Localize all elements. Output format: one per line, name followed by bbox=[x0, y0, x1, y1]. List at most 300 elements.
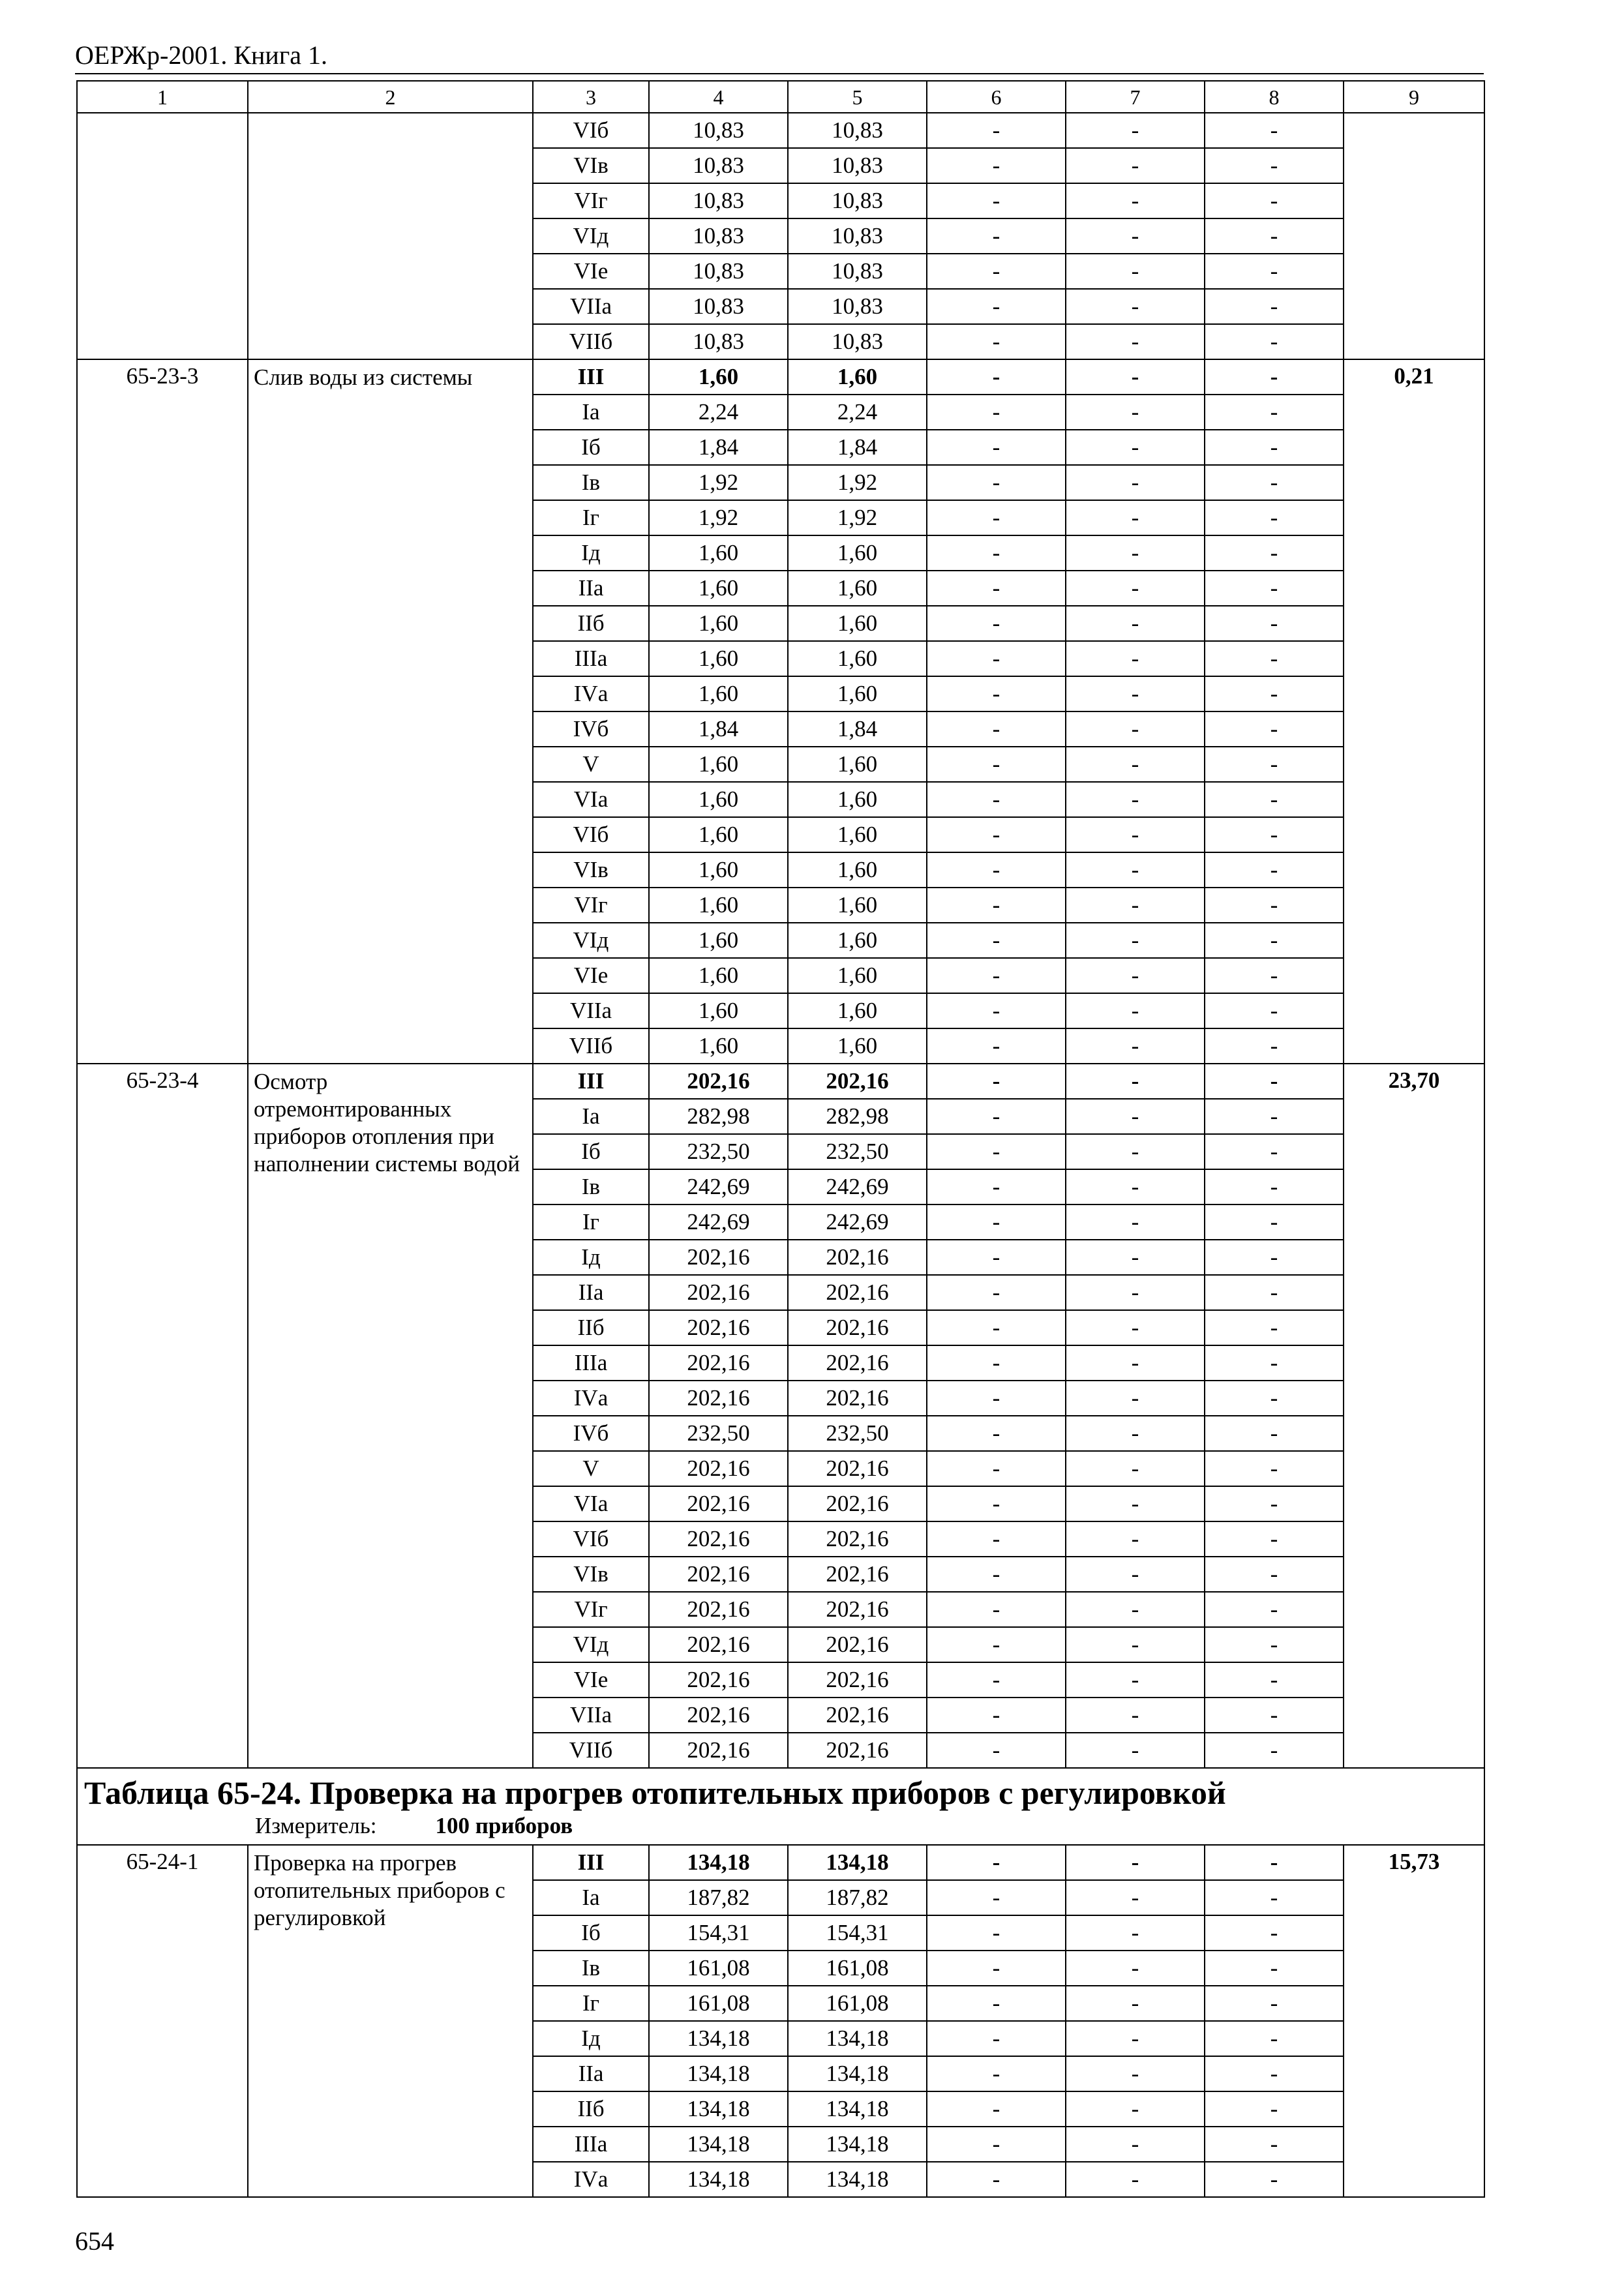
value-cell-col6: - bbox=[927, 218, 1066, 254]
value-cell-col4: 1,60 bbox=[649, 606, 788, 641]
value-cell-col5: 1,92 bbox=[788, 465, 927, 500]
zone-cell: IIIа bbox=[533, 641, 649, 676]
zone-cell: VIб bbox=[533, 113, 649, 148]
value-cell-col5: 154,31 bbox=[788, 1915, 927, 1951]
value-cell-col4: 134,18 bbox=[649, 2091, 788, 2127]
value-cell-col6: - bbox=[927, 430, 1066, 465]
value-cell-col4: 1,60 bbox=[649, 641, 788, 676]
value-cell-col8: - bbox=[1205, 1733, 1344, 1768]
value-cell-col6: - bbox=[927, 1028, 1066, 1064]
value-cell-col7: - bbox=[1066, 1915, 1205, 1951]
measure-label: Измеритель: bbox=[255, 1813, 377, 1838]
table-row bbox=[77, 359, 1484, 395]
value-cell-col6: - bbox=[927, 747, 1066, 782]
value-cell-col8: - bbox=[1205, 1451, 1344, 1486]
value-cell-col7: - bbox=[1066, 2021, 1205, 2056]
value-cell-col5: 202,16 bbox=[788, 1310, 927, 1345]
zone-cell: Iг bbox=[533, 1204, 649, 1240]
zone-cell: VIIа bbox=[533, 1698, 649, 1733]
value-cell-col4: 1,60 bbox=[649, 958, 788, 993]
value-cell-col7: - bbox=[1066, 958, 1205, 993]
value-cell-col6: - bbox=[927, 852, 1066, 888]
value-cell-col8: - bbox=[1205, 1310, 1344, 1345]
item-title-cell: Слив воды из системы bbox=[248, 359, 533, 1064]
value-cell-col6: - bbox=[927, 254, 1066, 289]
value-cell-col6: - bbox=[927, 395, 1066, 430]
value-cell-col5: 202,16 bbox=[788, 1557, 927, 1592]
value-cell-col6: - bbox=[927, 1592, 1066, 1627]
value-cell-col4: 10,83 bbox=[649, 113, 788, 148]
value-cell-col6: - bbox=[927, 2127, 1066, 2162]
column-number-2: 2 bbox=[248, 81, 533, 113]
table-row bbox=[77, 1845, 1484, 1880]
value-cell-col5: 1,60 bbox=[788, 641, 927, 676]
zone-cell: Iв bbox=[533, 465, 649, 500]
value-cell-col5: 232,50 bbox=[788, 1134, 927, 1169]
zone-cell: IIIа bbox=[533, 2127, 649, 2162]
value-cell-col8: - bbox=[1205, 817, 1344, 852]
value-cell-col5: 10,83 bbox=[788, 254, 927, 289]
value-cell-col5: 10,83 bbox=[788, 289, 927, 324]
value-cell-col7: - bbox=[1066, 711, 1205, 747]
value-cell-col4: 134,18 bbox=[649, 2021, 788, 2056]
column-number-1: 1 bbox=[77, 81, 248, 113]
value-cell-col5: 1,60 bbox=[788, 676, 927, 711]
value-cell-col8: - bbox=[1205, 1169, 1344, 1204]
value-cell-col4: 202,16 bbox=[649, 1240, 788, 1275]
value-cell-col4: 1,60 bbox=[649, 359, 788, 395]
zone-cell: Iа bbox=[533, 1880, 649, 1915]
value-cell-col4: 10,83 bbox=[649, 254, 788, 289]
value-cell-col5: 134,18 bbox=[788, 2127, 927, 2162]
value-cell-col5: 1,60 bbox=[788, 888, 927, 923]
value-cell-col7: - bbox=[1066, 1099, 1205, 1134]
zone-cell: VIд bbox=[533, 218, 649, 254]
section-title: Таблица 65-24. Проверка на прогрев отопительных приборов с регулировкой bbox=[84, 1774, 1226, 1811]
value-cell-col7: - bbox=[1066, 1064, 1205, 1099]
value-cell-col7: - bbox=[1066, 1134, 1205, 1169]
value-cell-col7: - bbox=[1066, 254, 1205, 289]
value-cell-col6: - bbox=[927, 1275, 1066, 1310]
value-cell-col7: - bbox=[1066, 1662, 1205, 1698]
value-cell-col5: 202,16 bbox=[788, 1381, 927, 1416]
value-cell-col8: - bbox=[1205, 324, 1344, 359]
value-cell-col8: - bbox=[1205, 1845, 1344, 1880]
column-number-8: 8 bbox=[1205, 81, 1344, 113]
value-cell-col5: 187,82 bbox=[788, 1880, 927, 1915]
value-cell-col6: - bbox=[927, 465, 1066, 500]
continued-total-cell bbox=[1344, 113, 1484, 359]
value-cell-col7: - bbox=[1066, 324, 1205, 359]
value-cell-col7: - bbox=[1066, 183, 1205, 218]
zone-cell: IIб bbox=[533, 606, 649, 641]
value-cell-col5: 1,60 bbox=[788, 923, 927, 958]
zone-cell: Iв bbox=[533, 1169, 649, 1204]
value-cell-col6: - bbox=[927, 1099, 1066, 1134]
value-cell-col6: - bbox=[927, 1880, 1066, 1915]
value-cell-col6: - bbox=[927, 183, 1066, 218]
zone-cell: Iд bbox=[533, 1240, 649, 1275]
value-cell-col8: - bbox=[1205, 1204, 1344, 1240]
value-cell-col7: - bbox=[1066, 148, 1205, 183]
value-cell-col5: 134,18 bbox=[788, 1845, 927, 1880]
value-cell-col4: 1,92 bbox=[649, 465, 788, 500]
value-cell-col6: - bbox=[927, 888, 1066, 923]
value-cell-col6: - bbox=[927, 1451, 1066, 1486]
zone-cell: VIа bbox=[533, 1486, 649, 1521]
zone-cell: III bbox=[533, 359, 649, 395]
value-cell-col6: - bbox=[927, 641, 1066, 676]
zone-cell: Iб bbox=[533, 1134, 649, 1169]
zone-cell: VIг bbox=[533, 183, 649, 218]
value-cell-col5: 10,83 bbox=[788, 324, 927, 359]
value-cell-col8: - bbox=[1205, 1275, 1344, 1310]
zone-cell: IVа bbox=[533, 2162, 649, 2197]
value-cell-col6: - bbox=[927, 1915, 1066, 1951]
value-cell-col4: 1,92 bbox=[649, 500, 788, 535]
value-cell-col8: - bbox=[1205, 148, 1344, 183]
value-cell-col6: - bbox=[927, 1169, 1066, 1204]
zone-cell: III bbox=[533, 1064, 649, 1099]
value-cell-col7: - bbox=[1066, 993, 1205, 1028]
zone-cell: IVб bbox=[533, 1416, 649, 1451]
value-cell-col5: 1,60 bbox=[788, 817, 927, 852]
value-cell-col8: - bbox=[1205, 1880, 1344, 1915]
value-cell-col8: - bbox=[1205, 711, 1344, 747]
value-cell-col4: 202,16 bbox=[649, 1733, 788, 1768]
value-cell-col5: 10,83 bbox=[788, 218, 927, 254]
value-cell-col7: - bbox=[1066, 1416, 1205, 1451]
zone-cell: VIв bbox=[533, 148, 649, 183]
value-cell-col5: 202,16 bbox=[788, 1240, 927, 1275]
zone-cell: Iг bbox=[533, 1986, 649, 2021]
item-code-cell: 65-23-4 bbox=[77, 1064, 248, 1768]
value-cell-col6: - bbox=[927, 1486, 1066, 1521]
value-cell-col7: - bbox=[1066, 641, 1205, 676]
item-total-cell: 15,73 bbox=[1344, 1845, 1484, 2197]
value-cell-col4: 202,16 bbox=[649, 1662, 788, 1698]
value-cell-col6: - bbox=[927, 1986, 1066, 2021]
value-cell-col5: 202,16 bbox=[788, 1345, 927, 1381]
value-cell-col8: - bbox=[1205, 958, 1344, 993]
value-cell-col4: 1,60 bbox=[649, 747, 788, 782]
value-cell-col6: - bbox=[927, 1345, 1066, 1381]
value-cell-col4: 232,50 bbox=[649, 1416, 788, 1451]
zone-cell: VIIб bbox=[533, 324, 649, 359]
value-cell-col4: 187,82 bbox=[649, 1880, 788, 1915]
value-cell-col7: - bbox=[1066, 1951, 1205, 1986]
value-cell-col8: - bbox=[1205, 641, 1344, 676]
zone-cell: Iа bbox=[533, 395, 649, 430]
value-cell-col8: - bbox=[1205, 571, 1344, 606]
value-cell-col5: 202,16 bbox=[788, 1698, 927, 1733]
value-cell-col6: - bbox=[927, 711, 1066, 747]
zone-cell: VIа bbox=[533, 782, 649, 817]
zone-cell: VIе bbox=[533, 1662, 649, 1698]
value-cell-col4: 2,24 bbox=[649, 395, 788, 430]
continued-title-cell bbox=[248, 113, 533, 359]
value-cell-col8: - bbox=[1205, 289, 1344, 324]
item-title-cell: Осмотр отремонтированных приборов отопления при наполнении системы водой bbox=[248, 1064, 533, 1768]
zone-cell: III bbox=[533, 1845, 649, 1880]
value-cell-col4: 202,16 bbox=[649, 1345, 788, 1381]
value-cell-col4: 202,16 bbox=[649, 1627, 788, 1662]
value-cell-col5: 202,16 bbox=[788, 1451, 927, 1486]
value-cell-col5: 1,60 bbox=[788, 958, 927, 993]
value-cell-col7: - bbox=[1066, 571, 1205, 606]
value-cell-col7: - bbox=[1066, 923, 1205, 958]
value-cell-col4: 1,60 bbox=[649, 571, 788, 606]
value-cell-col8: - bbox=[1205, 113, 1344, 148]
zone-cell: V bbox=[533, 747, 649, 782]
value-cell-col6: - bbox=[927, 1240, 1066, 1275]
value-cell-col4: 202,16 bbox=[649, 1310, 788, 1345]
value-cell-col4: 202,16 bbox=[649, 1275, 788, 1310]
value-cell-col7: - bbox=[1066, 113, 1205, 148]
zone-cell: Iб bbox=[533, 430, 649, 465]
value-cell-col7: - bbox=[1066, 1880, 1205, 1915]
value-cell-col4: 154,31 bbox=[649, 1915, 788, 1951]
value-cell-col4: 134,18 bbox=[649, 1845, 788, 1880]
value-cell-col6: - bbox=[927, 2091, 1066, 2127]
column-number-7: 7 bbox=[1066, 81, 1205, 113]
value-cell-col6: - bbox=[927, 1204, 1066, 1240]
value-cell-col8: - bbox=[1205, 1951, 1344, 1986]
value-cell-col8: - bbox=[1205, 430, 1344, 465]
value-cell-col8: - bbox=[1205, 1099, 1344, 1134]
value-cell-col7: - bbox=[1066, 430, 1205, 465]
value-cell-col7: - bbox=[1066, 1698, 1205, 1733]
value-cell-col8: - bbox=[1205, 1915, 1344, 1951]
zone-cell: IVб bbox=[533, 711, 649, 747]
value-cell-col5: 1,92 bbox=[788, 500, 927, 535]
value-cell-col6: - bbox=[927, 1733, 1066, 1768]
item-total-cell: 0,21 bbox=[1344, 359, 1484, 1064]
section-measure bbox=[84, 1813, 1484, 1839]
value-cell-col7: - bbox=[1066, 1845, 1205, 1880]
value-cell-col6: - bbox=[927, 2162, 1066, 2197]
value-cell-col7: - bbox=[1066, 465, 1205, 500]
value-cell-col6: - bbox=[927, 1845, 1066, 1880]
section-heading-row bbox=[77, 1768, 1484, 1845]
value-cell-col4: 10,83 bbox=[649, 148, 788, 183]
zone-cell: IVа bbox=[533, 1381, 649, 1416]
value-cell-col8: - bbox=[1205, 1345, 1344, 1381]
value-cell-col5: 1,60 bbox=[788, 1028, 927, 1064]
zone-cell: Iа bbox=[533, 1099, 649, 1134]
zone-cell: IIIа bbox=[533, 1345, 649, 1381]
column-number-row bbox=[77, 81, 1484, 113]
value-cell-col8: - bbox=[1205, 852, 1344, 888]
zone-cell: IIа bbox=[533, 571, 649, 606]
zone-cell: VIг bbox=[533, 888, 649, 923]
value-cell-col5: 1,60 bbox=[788, 747, 927, 782]
value-cell-col4: 1,60 bbox=[649, 993, 788, 1028]
value-cell-col7: - bbox=[1066, 2162, 1205, 2197]
value-cell-col8: - bbox=[1205, 500, 1344, 535]
value-cell-col6: - bbox=[927, 289, 1066, 324]
value-cell-col6: - bbox=[927, 782, 1066, 817]
value-cell-col5: 202,16 bbox=[788, 1662, 927, 1698]
zone-cell: IIа bbox=[533, 2056, 649, 2091]
value-cell-col6: - bbox=[927, 324, 1066, 359]
value-cell-col4: 232,50 bbox=[649, 1134, 788, 1169]
value-cell-col4: 282,98 bbox=[649, 1099, 788, 1134]
value-cell-col5: 1,60 bbox=[788, 535, 927, 571]
value-cell-col7: - bbox=[1066, 1557, 1205, 1592]
value-cell-col4: 161,08 bbox=[649, 1986, 788, 2021]
value-cell-col5: 134,18 bbox=[788, 2091, 927, 2127]
zone-cell: Iг bbox=[533, 500, 649, 535]
value-cell-col8: - bbox=[1205, 1064, 1344, 1099]
value-cell-col8: - bbox=[1205, 2127, 1344, 2162]
value-cell-col7: - bbox=[1066, 676, 1205, 711]
value-cell-col5: 1,60 bbox=[788, 571, 927, 606]
value-cell-col8: - bbox=[1205, 1381, 1344, 1416]
zone-cell: Iб bbox=[533, 1915, 649, 1951]
value-cell-col8: - bbox=[1205, 1521, 1344, 1557]
value-cell-col7: - bbox=[1066, 1381, 1205, 1416]
value-cell-col4: 242,69 bbox=[649, 1204, 788, 1240]
value-cell-col4: 202,16 bbox=[649, 1592, 788, 1627]
value-cell-col7: - bbox=[1066, 1486, 1205, 1521]
value-cell-col4: 10,83 bbox=[649, 289, 788, 324]
value-cell-col7: - bbox=[1066, 1204, 1205, 1240]
value-cell-col5: 242,69 bbox=[788, 1169, 927, 1204]
value-cell-col8: - bbox=[1205, 2162, 1344, 2197]
value-cell-col8: - bbox=[1205, 218, 1344, 254]
value-cell-col8: - bbox=[1205, 359, 1344, 395]
zone-cell: IVа bbox=[533, 676, 649, 711]
value-cell-col4: 1,60 bbox=[649, 535, 788, 571]
value-cell-col8: - bbox=[1205, 254, 1344, 289]
value-cell-col4: 202,16 bbox=[649, 1064, 788, 1099]
value-cell-col6: - bbox=[927, 1064, 1066, 1099]
zone-cell: IIб bbox=[533, 1310, 649, 1345]
value-cell-col5: 202,16 bbox=[788, 1486, 927, 1521]
value-cell-col5: 161,08 bbox=[788, 1986, 927, 2021]
value-cell-col5: 134,18 bbox=[788, 2021, 927, 2056]
value-cell-col8: - bbox=[1205, 1698, 1344, 1733]
value-cell-col7: - bbox=[1066, 888, 1205, 923]
value-cell-col6: - bbox=[927, 359, 1066, 395]
zone-cell: IIб bbox=[533, 2091, 649, 2127]
zone-cell: V bbox=[533, 1451, 649, 1486]
value-cell-col8: - bbox=[1205, 923, 1344, 958]
value-cell-col7: - bbox=[1066, 1451, 1205, 1486]
value-cell-col6: - bbox=[927, 2056, 1066, 2091]
value-cell-col4: 202,16 bbox=[649, 1557, 788, 1592]
value-cell-col7: - bbox=[1066, 395, 1205, 430]
value-cell-col4: 1,60 bbox=[649, 923, 788, 958]
column-number-5: 5 bbox=[788, 81, 927, 113]
value-cell-col6: - bbox=[927, 606, 1066, 641]
value-cell-col8: - bbox=[1205, 395, 1344, 430]
value-cell-col8: - bbox=[1205, 1592, 1344, 1627]
zone-cell: VIе bbox=[533, 254, 649, 289]
value-cell-col5: 202,16 bbox=[788, 1521, 927, 1557]
value-cell-col5: 1,60 bbox=[788, 782, 927, 817]
value-cell-col7: - bbox=[1066, 747, 1205, 782]
value-cell-col8: - bbox=[1205, 1557, 1344, 1592]
value-cell-col4: 202,16 bbox=[649, 1451, 788, 1486]
zone-cell: VIIб bbox=[533, 1028, 649, 1064]
column-number-3: 3 bbox=[533, 81, 649, 113]
value-cell-col4: 202,16 bbox=[649, 1521, 788, 1557]
value-cell-col4: 10,83 bbox=[649, 183, 788, 218]
value-cell-col6: - bbox=[927, 817, 1066, 852]
item-total-cell: 23,70 bbox=[1344, 1064, 1484, 1768]
value-cell-col5: 202,16 bbox=[788, 1592, 927, 1627]
table-row bbox=[77, 113, 1484, 148]
column-number-9: 9 bbox=[1344, 81, 1484, 113]
value-cell-col6: - bbox=[927, 148, 1066, 183]
value-cell-col6: - bbox=[927, 1310, 1066, 1345]
value-cell-col7: - bbox=[1066, 500, 1205, 535]
value-cell-col7: - bbox=[1066, 2091, 1205, 2127]
table-row bbox=[77, 1064, 1484, 1099]
value-cell-col4: 1,60 bbox=[649, 852, 788, 888]
value-cell-col4: 202,16 bbox=[649, 1381, 788, 1416]
value-cell-col5: 282,98 bbox=[788, 1099, 927, 1134]
value-cell-col7: - bbox=[1066, 1310, 1205, 1345]
value-cell-col5: 10,83 bbox=[788, 183, 927, 218]
value-cell-col8: - bbox=[1205, 747, 1344, 782]
zone-cell: VIIб bbox=[533, 1733, 649, 1768]
zone-cell: VIв bbox=[533, 1557, 649, 1592]
value-cell-col6: - bbox=[927, 535, 1066, 571]
value-cell-col8: - bbox=[1205, 2056, 1344, 2091]
value-cell-col7: - bbox=[1066, 2127, 1205, 2162]
value-cell-col5: 161,08 bbox=[788, 1951, 927, 1986]
value-cell-col4: 1,84 bbox=[649, 430, 788, 465]
value-cell-col8: - bbox=[1205, 888, 1344, 923]
value-cell-col5: 1,60 bbox=[788, 852, 927, 888]
value-cell-col7: - bbox=[1066, 1169, 1205, 1204]
value-cell-col8: - bbox=[1205, 1986, 1344, 2021]
value-cell-col7: - bbox=[1066, 1275, 1205, 1310]
table-body bbox=[77, 81, 1484, 2197]
value-cell-col8: - bbox=[1205, 1134, 1344, 1169]
value-cell-col6: - bbox=[927, 1416, 1066, 1451]
value-cell-col4: 1,60 bbox=[649, 817, 788, 852]
continued-code-cell bbox=[77, 113, 248, 359]
value-cell-col5: 202,16 bbox=[788, 1064, 927, 1099]
value-cell-col4: 202,16 bbox=[649, 1698, 788, 1733]
value-cell-col7: - bbox=[1066, 535, 1205, 571]
value-cell-col7: - bbox=[1066, 1028, 1205, 1064]
value-cell-col6: - bbox=[927, 1951, 1066, 1986]
zone-cell: Iд bbox=[533, 535, 649, 571]
value-cell-col6: - bbox=[927, 993, 1066, 1028]
value-cell-col5: 10,83 bbox=[788, 113, 927, 148]
value-cell-col5: 202,16 bbox=[788, 1627, 927, 1662]
value-cell-col4: 1,60 bbox=[649, 676, 788, 711]
value-cell-col6: - bbox=[927, 923, 1066, 958]
value-cell-col7: - bbox=[1066, 289, 1205, 324]
value-cell-col6: - bbox=[927, 2021, 1066, 2056]
value-cell-col4: 10,83 bbox=[649, 324, 788, 359]
value-cell-col7: - bbox=[1066, 218, 1205, 254]
value-cell-col5: 1,60 bbox=[788, 993, 927, 1028]
value-cell-col6: - bbox=[927, 1557, 1066, 1592]
value-cell-col8: - bbox=[1205, 1627, 1344, 1662]
zone-cell: Iв bbox=[533, 1951, 649, 1986]
value-cell-col5: 1,60 bbox=[788, 359, 927, 395]
value-cell-col8: - bbox=[1205, 676, 1344, 711]
value-cell-col8: - bbox=[1205, 2021, 1344, 2056]
value-cell-col6: - bbox=[927, 1662, 1066, 1698]
